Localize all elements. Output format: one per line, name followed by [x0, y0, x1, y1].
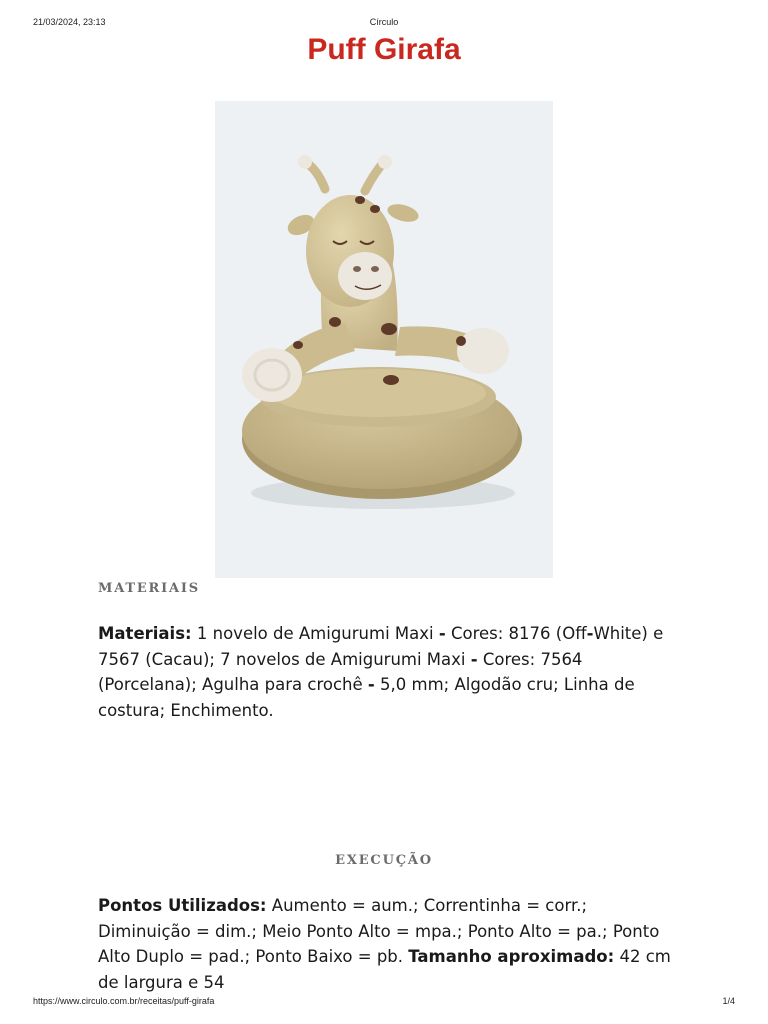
print-header: [0, 17, 768, 29]
stitches-lead: Pontos Utilizados:: [98, 896, 267, 915]
page-number: 1/4: [722, 996, 735, 1006]
section-label-materiais: MATERIAIS: [98, 581, 200, 596]
materials-dash-4: -: [367, 675, 375, 694]
materials-paragraph: [98, 621, 678, 723]
stitches-paragraph: [98, 893, 678, 995]
size-lead: Tamanho aproximado:: [408, 947, 615, 966]
materials-text-1: 1 novelo de Amigurumi Maxi: [191, 624, 439, 643]
page-title: Puff Girafa: [307, 33, 461, 66]
materials-text-5: 5,0 mm; Algodão cru; Linha de costura; Enchimento.: [98, 675, 635, 720]
print-date: 21/03/2024, 23:13: [33, 17, 106, 27]
stitches-text: Aumento = aum.; Correntinha = corr.; Diminuição = dim.; Meio Ponto Alto = mpa.; Ponto Alto = pa.; Ponto Alto Duplo = pad.; Ponto Baixo = pb.: [98, 896, 660, 966]
size-text: 42 cm de largura e 54: [98, 947, 671, 992]
materials-dash-3: -: [470, 649, 478, 669]
giraffe-pouf-illustration: [215, 101, 553, 578]
materials-lead: Materiais:: [98, 624, 192, 643]
materials-text-2: Cores: 8176 (Off: [445, 624, 587, 643]
print-site-title: Círculo: [369, 17, 399, 27]
materials-dash-2: -: [586, 624, 594, 643]
page-url: https://www.circulo.com.br/receitas/puff-girafa: [33, 996, 215, 1006]
materials-dash-1: -: [438, 624, 446, 643]
materials-text-3: White) e 7567 (Cacau); 7 novelos de Amigurumi Maxi: [98, 624, 664, 669]
materials-text-4: Cores: 7564 (Porcelana); Agulha para crochê: [98, 649, 583, 694]
section-label-execucao: EXECUÇÃO: [335, 853, 433, 868]
giraffe-pouf-photo: [215, 101, 553, 578]
